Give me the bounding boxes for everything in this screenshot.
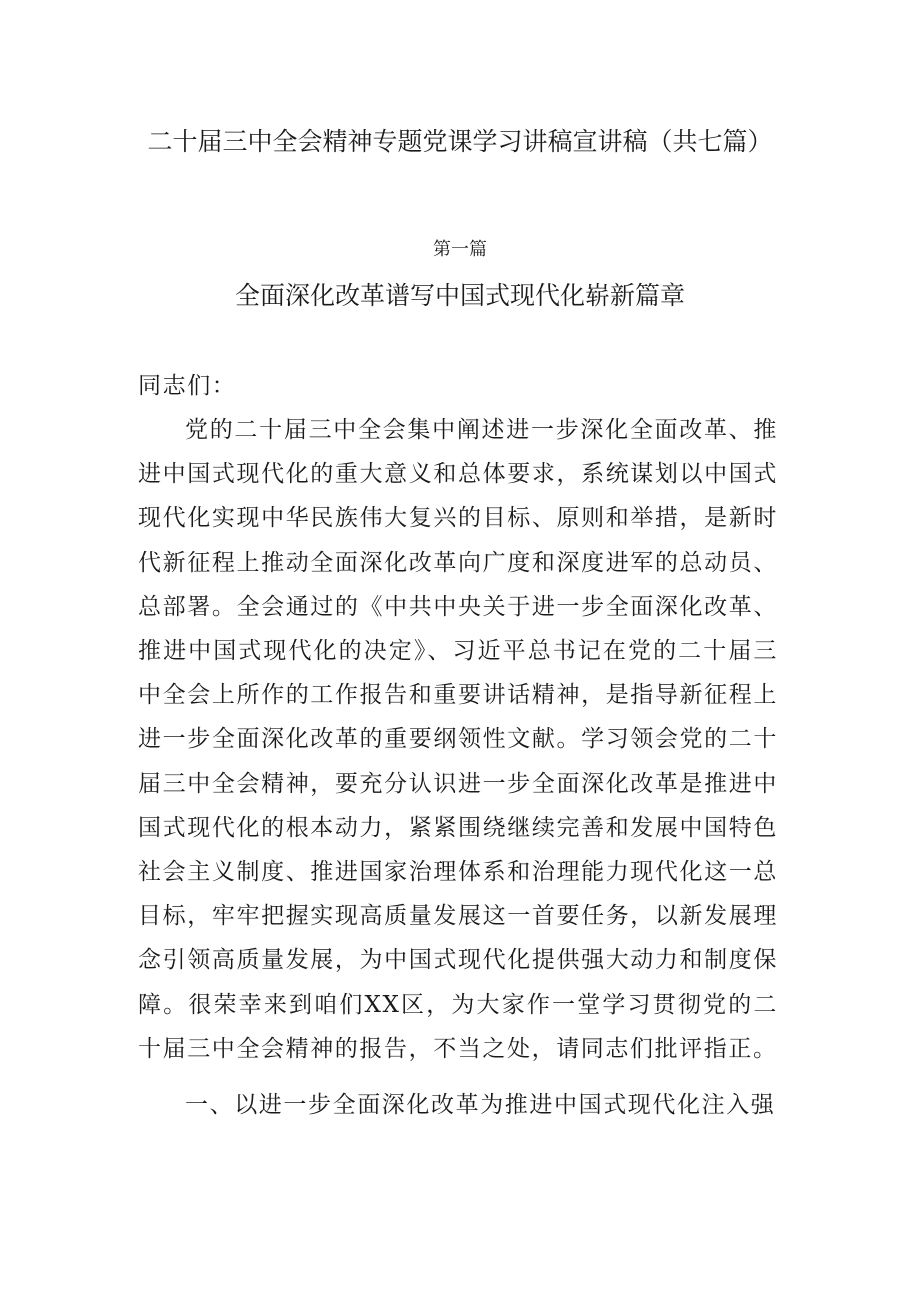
section-heading-1: 一、以进一步全面深化改革为推进中国式现代化注入强 [185,1092,776,1118]
main-title: 二十届三中全会精神专题党课学习讲稿宣讲稿（共七篇） [147,127,773,156]
body-paragraph-1: 党的二十届三中全会集中阐述进一步深化全面改革、推进中国式现代化的重大意义和总体要求，系统谋划以中国式现代化实现中华民族伟大复兴的目标、原则和举措，是新时代新征程上推动全面深化改革向广度和深度进军的总动员、总部署。全会通过的《中共中央关于进一步全面深化改革、推进中国式现代化的决定》、习近平总书记在党的二十届三中全会上所作的工作报告和重要讲话精神，是指导新征程上进一步全面深化改革的重要纲领性文献。学习领会党的二十届三中全会精神，要充分认识进一步全面深化改革是推进中国式现代化的根本动力，紧紧围绕继续完善和发展中国特色社会主义制度、推进国家治理体系和治理能力现代化这一总目标，牢牢把握实现高质量发展这一首要任务，以新发展理念引领高质量发展，为中国式现代化提供强大动力和制度保障。很荣幸来到咱们XX区，为大家作一堂学习贯彻党的二十届三中全会精神的报告，不当之处，请同志们批评指正。 [138,417,778,1062]
salutation: 同志们： [138,373,237,399]
chapter-title: 全面深化改革谱写中国式现代化崭新篇章 [234,281,685,310]
chapter-label: 第一篇 [433,239,487,260]
